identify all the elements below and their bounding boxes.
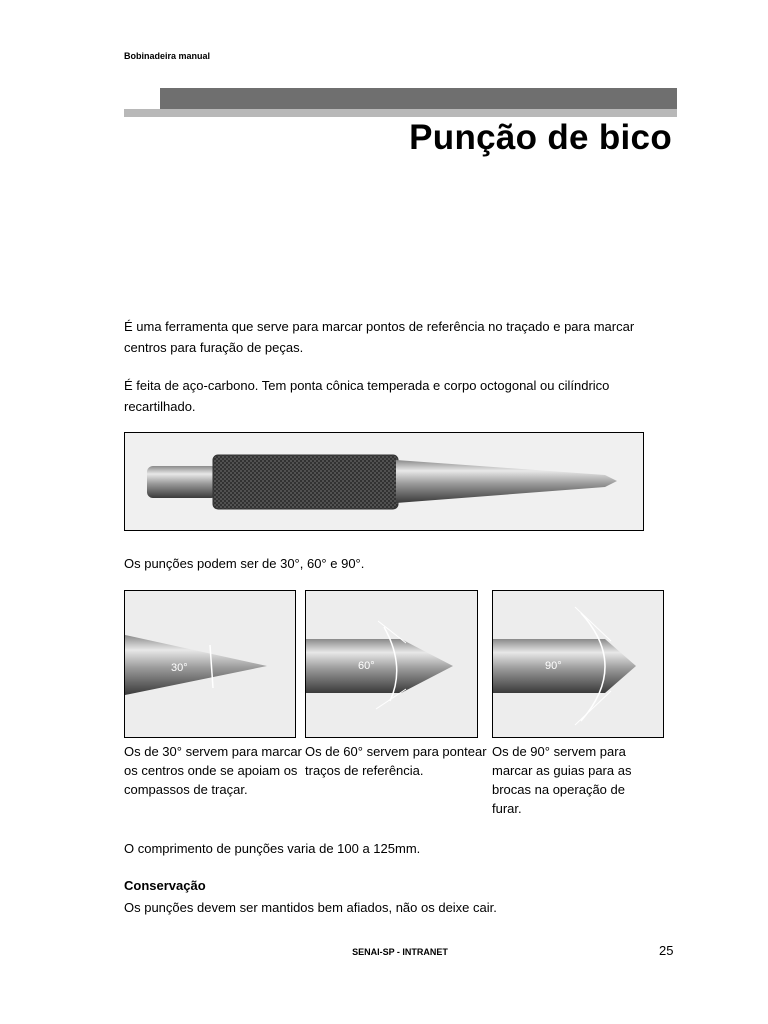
caption-30: Os de 30° servem para marcar os centros onde se apoiam os compassos de traçar.	[124, 744, 302, 797]
header-bar-dark	[160, 88, 677, 109]
punch-photo	[124, 432, 644, 531]
punch-90-photo	[492, 590, 664, 738]
caption-90: Os de 90° servem para marcar as guias para as brocas na operação de furar.	[492, 744, 632, 816]
angle-label-90: 90°	[545, 660, 562, 672]
page-number: 25	[659, 943, 674, 958]
paragraph-length: O comprimento de punções varia de 100 a 125mm.	[124, 841, 421, 856]
conservation-heading: Conservação	[124, 878, 206, 893]
conservation-text: Os punções devem ser mantidos bem afiados, não os deixe cair.	[124, 900, 497, 915]
punch-30-photo	[124, 590, 296, 738]
page-footer: SENAI-SP - INTRANET	[352, 947, 448, 957]
paragraph-angles: Os punções podem ser de 30°, 60° e 90°.	[124, 556, 365, 571]
caption-60: Os de 60° servem para pontear traços de referência.	[305, 744, 487, 778]
punch-60-photo	[305, 590, 478, 738]
paragraph-material: É feita de aço-carbono. Tem ponta cônica temperada e corpo octogonal ou cilíndrico recartilhado.	[124, 378, 610, 414]
angle-label-60: 60°	[358, 660, 375, 672]
header-bar-light	[124, 109, 677, 117]
page-title: Punção de bico	[409, 118, 672, 157]
running-header: Bobinadeira manual	[124, 51, 211, 61]
angle-label-30: 30°	[171, 662, 188, 674]
paragraph-definition: É uma ferramenta que serve para marcar pontos de referência no traçado e para marcar centros para furação de peças.	[124, 319, 635, 355]
